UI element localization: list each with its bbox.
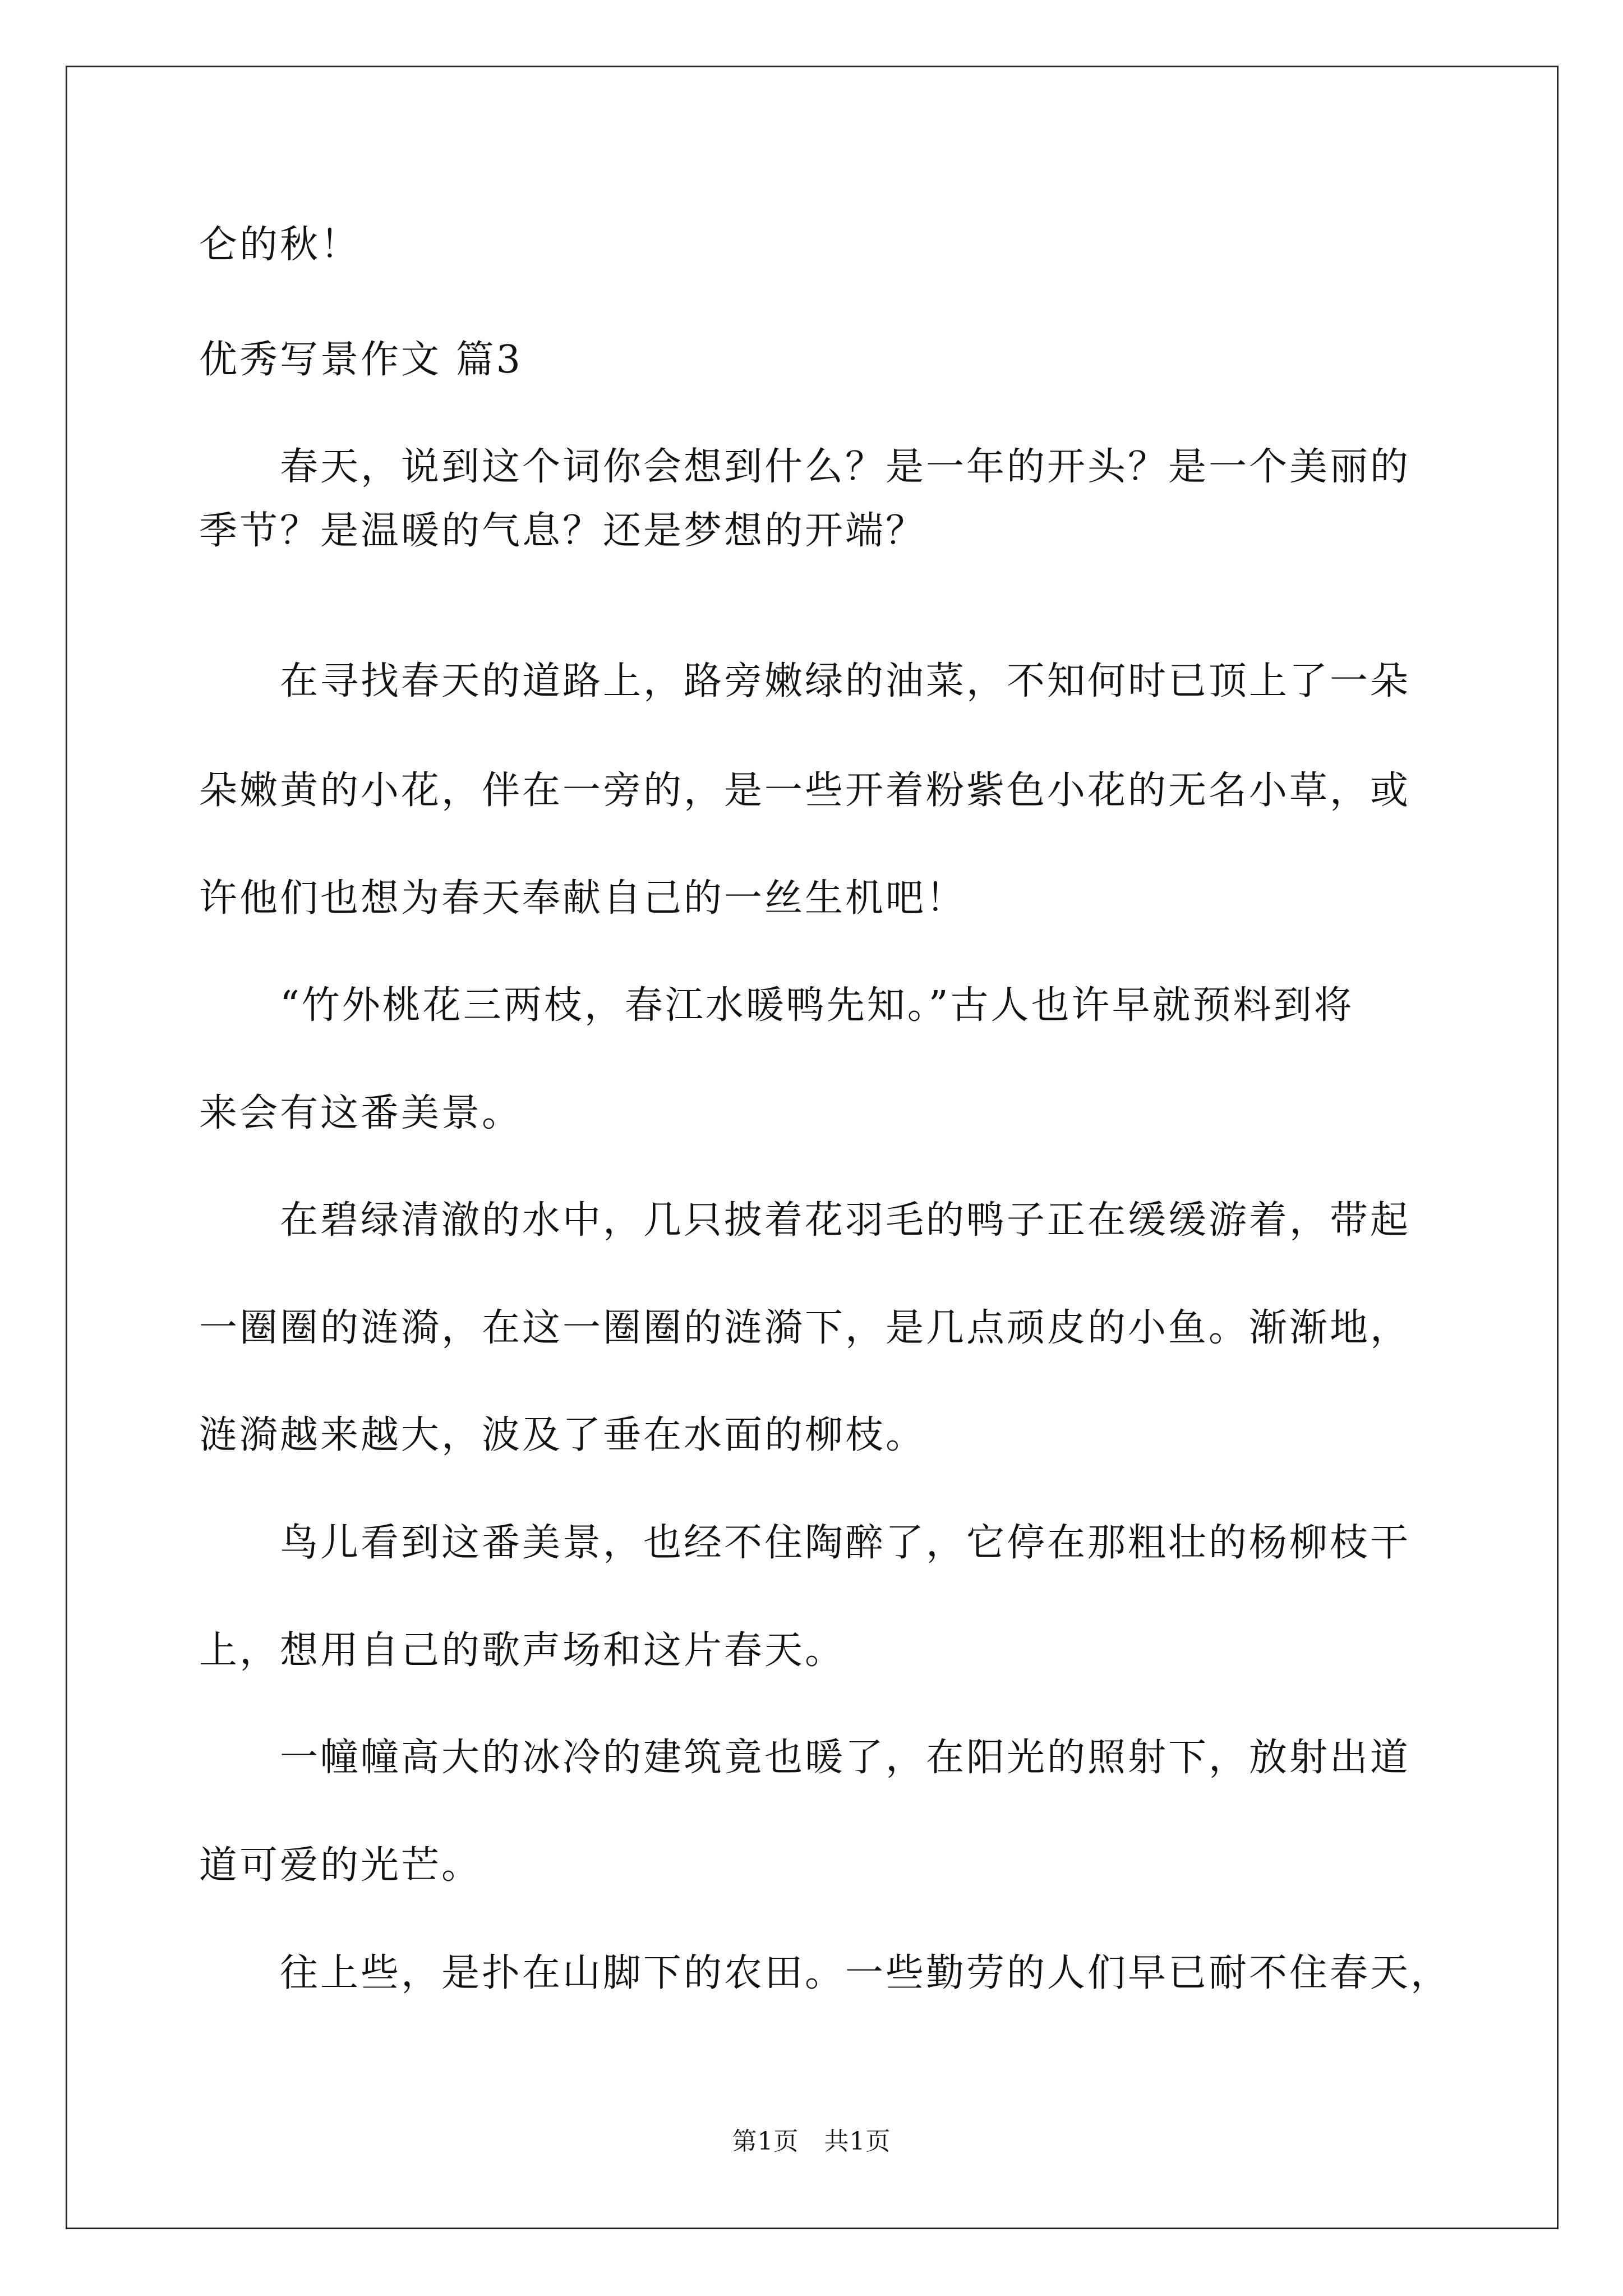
text-line: 春天，说到这个词你会想到什么？是一年的开头？是一个美丽的 xyxy=(199,445,1411,489)
text-line: 仑的秋！ xyxy=(199,223,361,267)
text-line: 一幢幢高大的冰冷的建筑竟也暖了，在阳光的照射下，放射出道 xyxy=(199,1736,1411,1780)
text-line: 上，想用自己的歌声场和这片春天。 xyxy=(199,1628,846,1673)
page-footer: 第1页 共1页 xyxy=(732,2127,891,2156)
text-line: 一圈圈的涟漪，在这一圈圈的涟漪下，是几点顽皮的小鱼。渐渐地， xyxy=(199,1306,1411,1350)
text-line: 涟漪越来越大，波及了垂在水面的柳枝。 xyxy=(199,1413,926,1457)
text-line: 朵嫩黄的小花，伴在一旁的，是一些开着粉紫色小花的无名小草，或 xyxy=(199,769,1411,813)
text-line: 道可爱的光芒。 xyxy=(199,1843,482,1888)
page-border xyxy=(66,66,1559,2229)
text-line: 许他们也想为春天奉献自己的一丝生机吧！ xyxy=(199,876,967,921)
text-line: 鸟儿看到这番美景，也经不住陶醉了，它停在那粗壮的杨柳枝干 xyxy=(199,1521,1411,1565)
text-line: “竹外桃花三两枝，春江水暖鸭先知。”古人也许早就预料到将 xyxy=(199,983,1354,1028)
section-heading: 优秀写景作文 篇3 xyxy=(199,338,523,382)
text-line: 往上些，是扑在山脚下的农田。一些勤劳的人们早已耐不住春天， xyxy=(199,1951,1451,1995)
text-line: 来会有这番美景。 xyxy=(199,1091,523,1135)
text-line: 季节？是温暖的气息？还是梦想的开端？ xyxy=(199,509,926,553)
text-line: 在寻找春天的道路上，路旁嫩绿的油菜，不知何时已顶上了一朵 xyxy=(199,659,1411,703)
text-line: 在碧绿清澈的水中，几只披着花羽毛的鸭子正在缓缓游着，带起 xyxy=(199,1198,1411,1243)
